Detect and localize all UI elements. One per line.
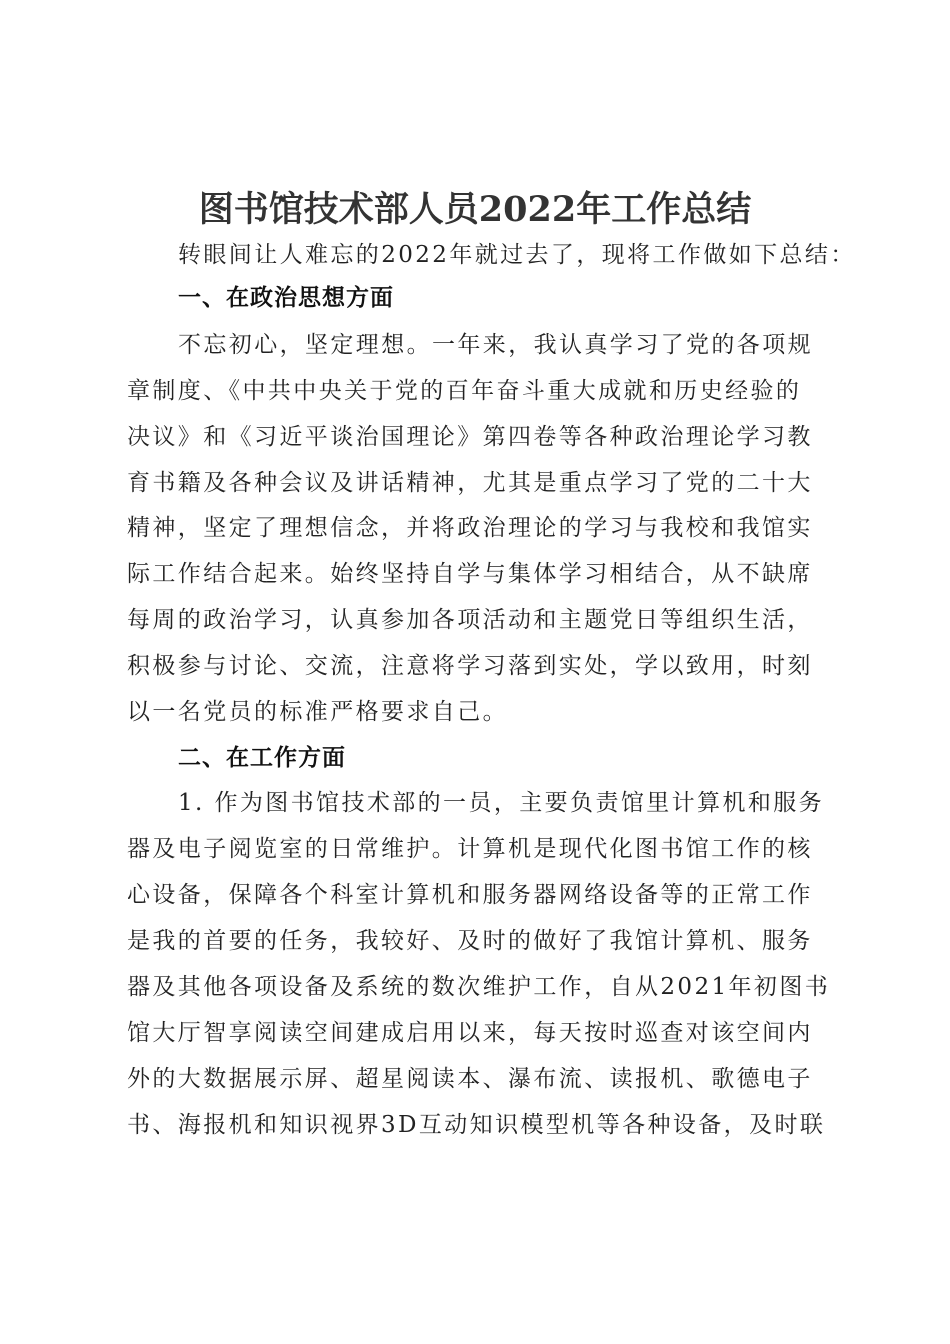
paragraph-line: 不忘初心，坚定理想。一年来，我认真学习了党的各项规 — [178, 332, 813, 358]
section-heading-2: 二、在工作方面 — [178, 745, 346, 771]
section-heading-1: 一、在政治思想方面 — [178, 285, 394, 311]
paragraph-line: 书、海报机和知识视界3D互动知识模型机等各种设备，及时联 — [127, 1112, 826, 1138]
paragraph-line: 决议》和《习近平谈治国理论》第四卷等各种政治理论学习教 — [127, 424, 813, 450]
paragraph-line: 心设备，保障各个科室计算机和服务器网络设备等的正常工作 — [127, 882, 813, 908]
document-title: 图书馆技术部人员2022年工作总结 — [198, 189, 752, 230]
paragraph-line: 精神，坚定了理想信念，并将政治理论的学习与我校和我馆实 — [127, 515, 813, 541]
paragraph-line: 器及其他各项设备及系统的数次维护工作，自从2021年初图书 — [127, 974, 831, 1000]
paragraph-line: 章制度、《中共中央关于党的百年奋斗重大成就和历史经验的 — [127, 378, 802, 404]
paragraph-line: 每周的政治学习，认真参加各项活动和主题党日等组织生活， — [127, 607, 813, 633]
paragraph-line: 以一名党员的标准严格要求自己。 — [127, 699, 508, 725]
intro-paragraph: 转眼间让人难忘的2022年就过去了，现将工作做如下总结： — [178, 242, 856, 268]
paragraph-line: 器及电子阅览室的日常维护。计算机是现代化图书馆工作的核 — [127, 836, 813, 862]
paragraph-line: 外的大数据展示屏、超星阅读本、瀑布流、读报机、歌德电子 — [127, 1066, 813, 1092]
paragraph-line: 是我的首要的任务，我较好、及时的做好了我馆计算机、服务 — [127, 928, 813, 954]
paragraph-line: 际工作结合起来。始终坚持自学与集体学习相结合，从不缺席 — [127, 561, 813, 587]
paragraph-line: 积极参与讨论、交流，注意将学习落到实处，学以致用，时刻 — [127, 653, 813, 679]
paragraph-line: 育书籍及各种会议及讲话精神，尤其是重点学习了党的二十大 — [127, 470, 813, 496]
paragraph-line: 1. 作为图书馆技术部的一员，主要负责馆里计算机和服务 — [178, 790, 825, 816]
paragraph-line: 馆大厅智享阅读空间建成启用以来，每天按时巡查对该空间内 — [127, 1020, 813, 1046]
